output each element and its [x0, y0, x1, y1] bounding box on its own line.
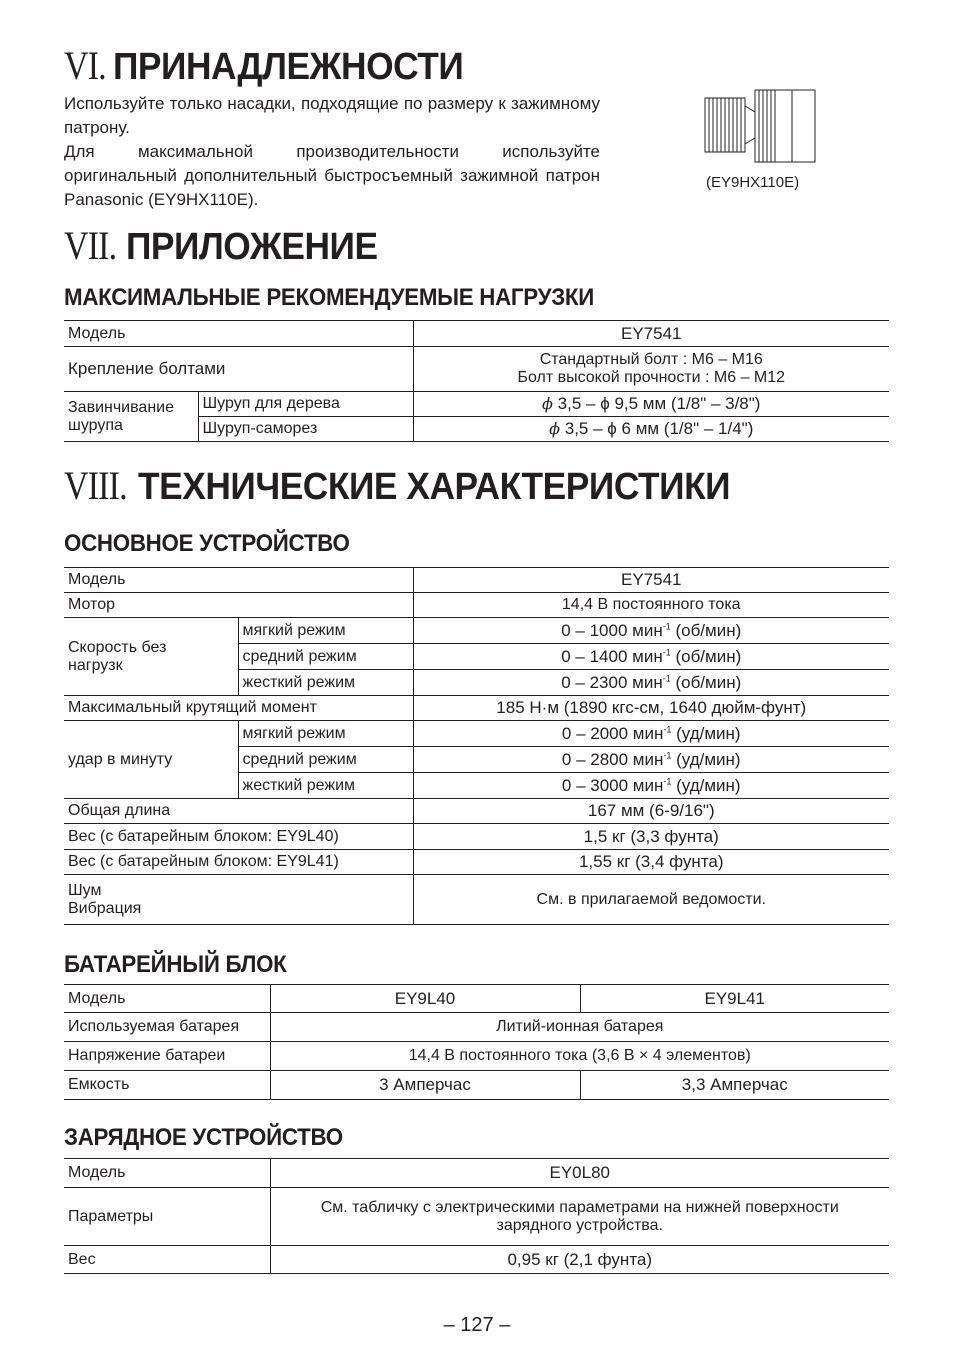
charger-table	[64, 1158, 889, 1274]
charger-heading: ЗАРЯДНОЕ УСТРОЙСТВО	[64, 1124, 343, 1151]
table-row	[64, 824, 889, 850]
phi-symbol: ϕ	[549, 419, 561, 438]
row-value: EY7541	[413, 321, 889, 347]
row-sublabel: жесткий режим	[238, 773, 413, 799]
row-value: 3 Амперчас	[270, 1071, 580, 1100]
section-title: ПРИЛОЖЕНИЕ	[125, 226, 378, 268]
section-number: VII.	[64, 223, 117, 268]
table-row	[64, 1188, 889, 1246]
page-number: – 127 –	[443, 1314, 511, 1336]
row-label: Вес (с батарейным блоком: EY9L40)	[64, 824, 413, 850]
table-row	[64, 1071, 889, 1100]
chuck-illustration	[700, 84, 820, 174]
row-value	[413, 347, 889, 392]
row-value: См. в прилагаемой ведомости.	[413, 875, 889, 925]
section-title: ПРИНАДЛЕЖНОСТИ	[113, 46, 464, 88]
row-sublabel: мягкий режим	[238, 618, 413, 644]
row-label: Модель	[64, 321, 413, 347]
table-row	[64, 618, 889, 644]
row-value: 0 – 1400 мин$^{-1}$ (об/мин)	[413, 644, 889, 670]
row-value: 0 – 2800 мин$^{-1}$ (уд/мин)	[413, 747, 889, 773]
table-row	[64, 721, 889, 747]
table-row	[64, 392, 889, 417]
row-sublabel: жесткий режим	[238, 670, 413, 696]
row-value: 3,3 Амперчас	[580, 1071, 889, 1100]
row-label: Завинчивание шурупа	[64, 392, 198, 442]
accessories-paragraph: Используйте только насадки, подходящие по размеру к зажимному патрону.	[64, 94, 600, 137]
row-label: Скорость без нагрузк	[64, 618, 238, 696]
phi-symbol: ϕ	[542, 394, 553, 413]
battery-heading: БАТАРЕЙНЫЙ БЛОК	[64, 951, 287, 978]
section-heading-appendix	[64, 222, 396, 269]
accessories-text	[64, 92, 600, 212]
noise-label: Шум	[68, 881, 102, 899]
table-row	[64, 696, 889, 721]
table-row	[64, 1159, 889, 1188]
row-label: Модель	[64, 1159, 270, 1188]
figure-caption: (EY9HX110E)	[706, 174, 800, 191]
accessories-paragraph: Для максимальной производительности используйте оригинальный дополнительный быстросъемный зажимной патрон Panasonic (EY9HX110E).	[64, 142, 600, 209]
row-label: Напряжение батареи	[64, 1042, 270, 1071]
table-row	[64, 875, 889, 925]
row-label: Мотор	[64, 593, 413, 618]
row-value: См. табличку с электрическими параметрами на нижней поверхности зарядного устройства.	[270, 1188, 889, 1246]
row-label: Максимальный крутящий момент	[64, 696, 413, 721]
row-value: EY9L40	[270, 985, 580, 1013]
row-value: 0 – 2000 мин$^{-1}$ (уд/мин)	[413, 721, 889, 747]
row-label: Модель	[64, 568, 413, 593]
row-value: 0 – 3000 мин$^{-1}$ (уд/мин)	[413, 773, 889, 799]
section-number: VIII.	[64, 463, 127, 508]
row-label: Используемая батарея	[64, 1013, 270, 1042]
row-value: ϕ 3,5 – ϕ 6 мм (1/8" – 1/4")	[413, 417, 889, 442]
row-value: 1,5 кг (3,3 фунта)	[413, 824, 889, 850]
table-row	[64, 850, 889, 875]
table-row	[64, 1042, 889, 1071]
table-row	[64, 347, 889, 392]
row-value: 167 мм (6-9/16")	[413, 799, 889, 824]
vibration-label: Вибрация	[68, 899, 142, 917]
row-label: Вес (с батарейным блоком: EY9L41)	[64, 850, 413, 875]
table-row	[64, 985, 889, 1013]
table-row	[64, 799, 889, 824]
row-label: Емкость	[64, 1071, 270, 1100]
loads-heading: МАКСИМАЛЬНЫЕ РЕКОМЕНДУЕМЫЕ НАГРУЗКИ	[64, 284, 595, 311]
section-heading-specs	[64, 462, 775, 509]
main-unit-heading: ОСНОВНОЕ УСТРОЙСТВО	[64, 530, 350, 557]
row-value: 0 – 1000 мин$^{-1}$ (об/мин)	[413, 618, 889, 644]
section-title: ТЕХНИЧЕСКИЕ ХАРАКТЕРИСТИКИ	[137, 466, 730, 508]
section-number: VI.	[64, 43, 106, 88]
row-value: 14,4 В постоянного тока	[413, 593, 889, 618]
table-row	[64, 1013, 889, 1042]
row-label: Общая длина	[64, 799, 413, 824]
row-label: Модель	[64, 985, 270, 1013]
table-row	[64, 321, 889, 347]
row-label: Крепление болтами	[64, 347, 413, 392]
table-row	[64, 593, 889, 618]
row-value: EY7541	[413, 568, 889, 593]
loads-table	[64, 320, 889, 442]
row-label: удар в минуту	[64, 721, 238, 799]
row-value: 14,4 В постоянного тока (3,6 В × 4 элементов)	[270, 1042, 889, 1071]
row-label: Параметры	[64, 1188, 270, 1246]
row-value: 0 – 2300 мин$^{-1}$ (об/мин)	[413, 670, 889, 696]
bolt-high-strength: Болт высокой прочности : M6 – M12	[517, 369, 786, 386]
row-value: ϕ 3,5 – ϕ 9,5 мм (1/8" – 3/8")	[413, 392, 889, 417]
row-sublabel: мягкий режим	[238, 721, 413, 747]
row-sublabel: Шуруп-саморез	[198, 417, 413, 442]
table-row	[64, 568, 889, 593]
row-label: Вес	[64, 1246, 270, 1274]
row-value: EY9L41	[580, 985, 889, 1013]
row-value: 1,55 кг (3,4 фунта)	[413, 850, 889, 875]
row-value: Литий-ионная батарея	[270, 1013, 889, 1042]
row-sublabel: Шуруп для дерева	[198, 392, 413, 417]
row-value: 185 Н·м (1890 кгс-см, 1640 дюйм-фунт)	[413, 696, 889, 721]
section-heading-accessories	[64, 42, 490, 89]
row-label	[64, 875, 413, 925]
main-unit-table	[64, 567, 889, 925]
row-value: 0,95 кг (2,1 фунта)	[270, 1246, 889, 1274]
row-sublabel: средний режим	[238, 747, 413, 773]
bolt-standard: Стандартный болт : M6 – M16	[539, 351, 763, 368]
row-value: EY0L80	[270, 1159, 889, 1188]
table-row	[64, 1246, 889, 1274]
battery-table	[64, 984, 889, 1100]
row-sublabel: средний режим	[238, 644, 413, 670]
